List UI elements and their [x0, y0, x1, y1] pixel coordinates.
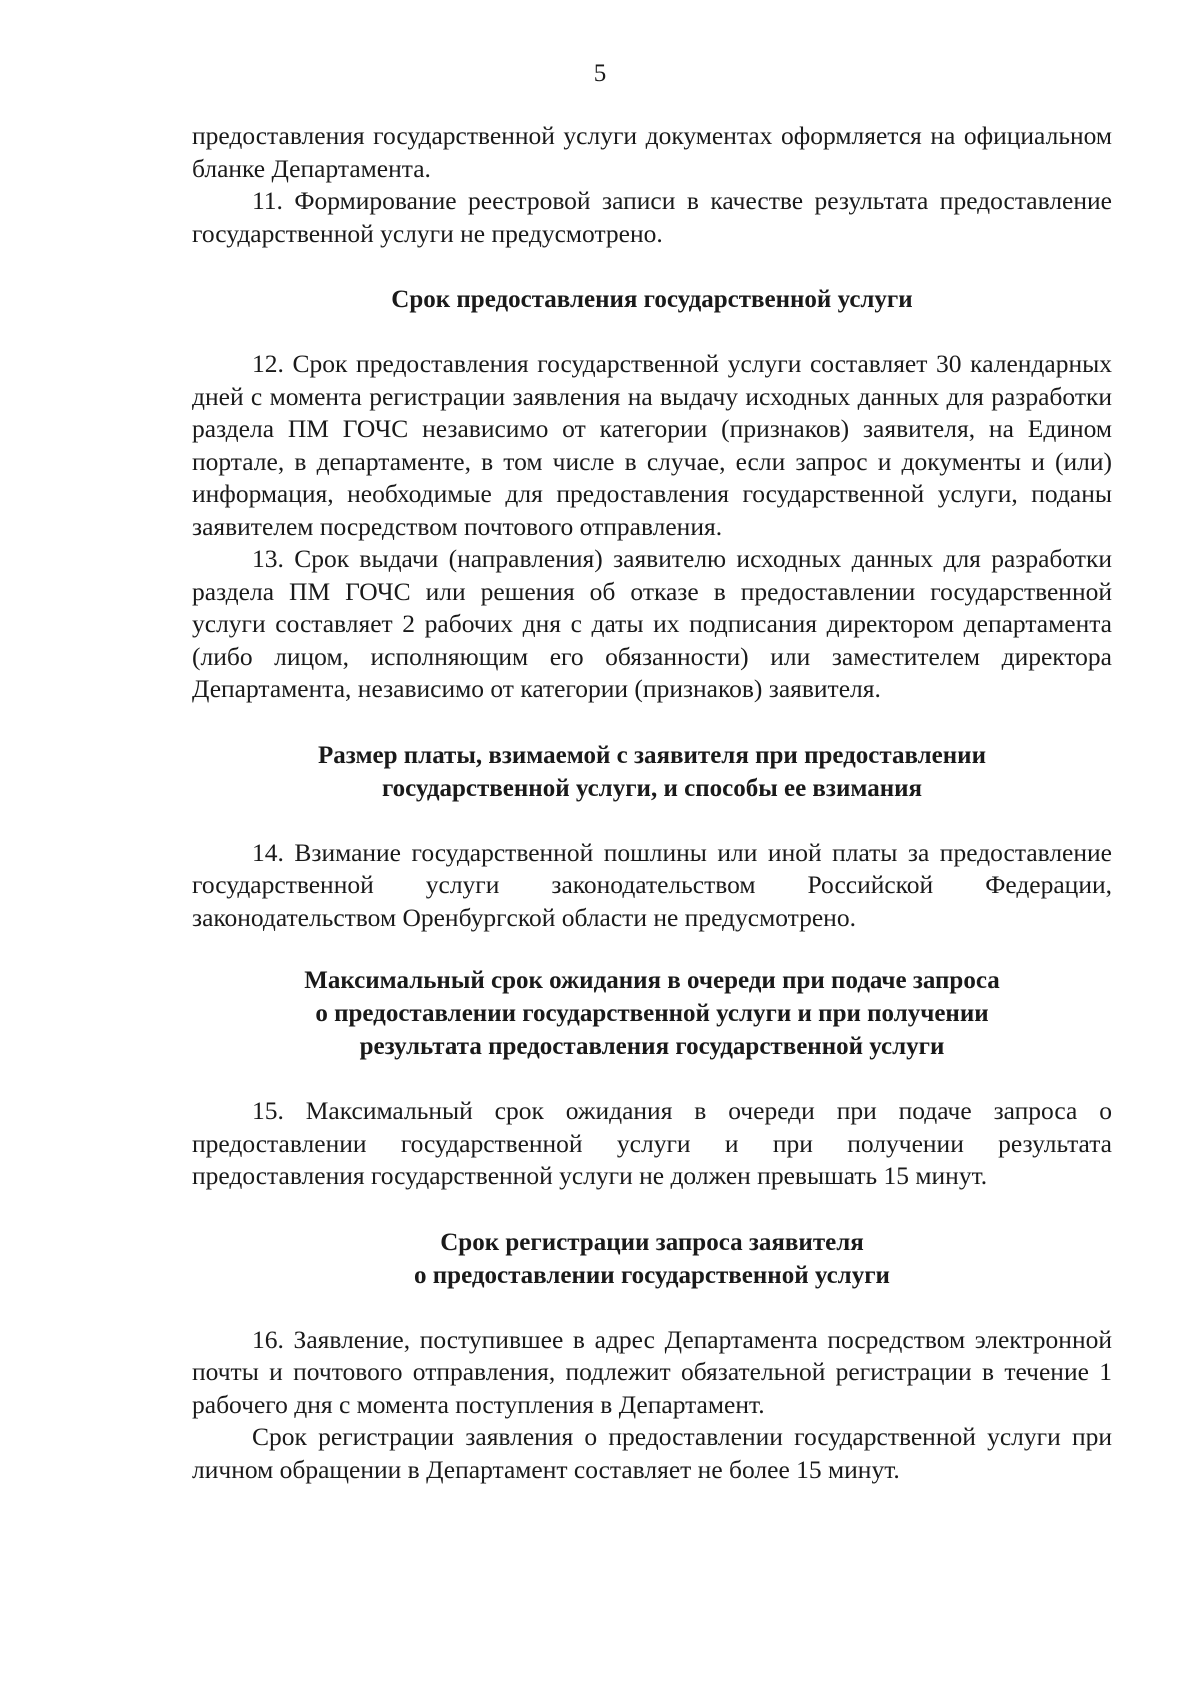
- heading-line: Срок регистрации запроса заявителя: [440, 1228, 864, 1256]
- paragraph-13: 13. Срок выдачи (направления) заявителю исходных данных для разработки раздела ПМ ГОЧС или решения об отказе в предоставлении государственной услуги составляет 2 рабочих дня с даты их подписания директором департамента (либо лицом, исполняющим его обязанности) или заместителем директора Департамента, независимо от категории (признаков) заявителя.: [192, 544, 1112, 703]
- section-heading-registration-term: [192, 1226, 1112, 1292]
- heading-line: о предоставлении государственной услуги: [414, 1261, 890, 1289]
- heading-line: государственной услуги, и способы ее взимания: [381, 774, 923, 802]
- heading-line: о предоставлении государственной услуги и при получении: [315, 1000, 989, 1027]
- heading-line: Максимальный срок ожидания в очереди при подаче запроса: [304, 967, 1000, 994]
- paragraph-16: 16. Заявление, поступившее в адрес Департамента посредством электронной почты и почтового отправления, подлежит обязательной регистрации в течение 1 рабочего дня с момента поступления в Департамент.: [192, 1324, 1112, 1419]
- document-body: [192, 120, 1112, 1486]
- section-heading-service-term: [192, 283, 1112, 316]
- paragraph-15: 15. Максимальный срок ожидания в очереди при подаче запроса о предоставлении государственной услуги и при получении результата предоставления государственной услуги не должен превышать 15 минут.: [192, 1096, 1112, 1190]
- heading-line: Срок предоставления государственной услуги: [391, 286, 913, 313]
- section-heading-fee: [192, 739, 1112, 805]
- heading-line: результата предоставления государственной услуги: [359, 1033, 945, 1060]
- paragraph-16-continued: Срок регистрации заявления о предоставлении государственной услуги при личном обращении в Департамент составляет не более 15 минут.: [192, 1422, 1112, 1484]
- paragraph-12: 12. Срок предоставления государственной услуги составляет 30 календарных дней с момента регистрации заявления на выдачу исходных данных для разработки раздела ПМ ГОЧС независимо от категории (признаков) заявителя, на Едином портале, в департаменте, в том числе в случае, если запрос и документы и (или) информация, необходимые для предоставления государственной услуги, поданы заявителем посредством почтового отправления.: [192, 349, 1112, 541]
- paragraph-intro: предоставления государственной услуги документах оформляется на официальном бланке Департамента.: [192, 121, 1112, 183]
- heading-line: Размер платы, взимаемой с заявителя при предоставлении: [318, 741, 986, 769]
- section-heading-queue-time: [192, 964, 1112, 1063]
- paragraph-14: 14. Взимание государственной пошлины или иной платы за предоставление государственной услуги законодательством Российской Федерации, законодательством Оренбургской области не предусмотрено.: [192, 837, 1112, 932]
- paragraph-11: 11. Формирование реестровой записи в качестве результата предоставление государственной услуги не предусмотрено.: [192, 186, 1112, 248]
- page-number: 5: [593, 60, 607, 87]
